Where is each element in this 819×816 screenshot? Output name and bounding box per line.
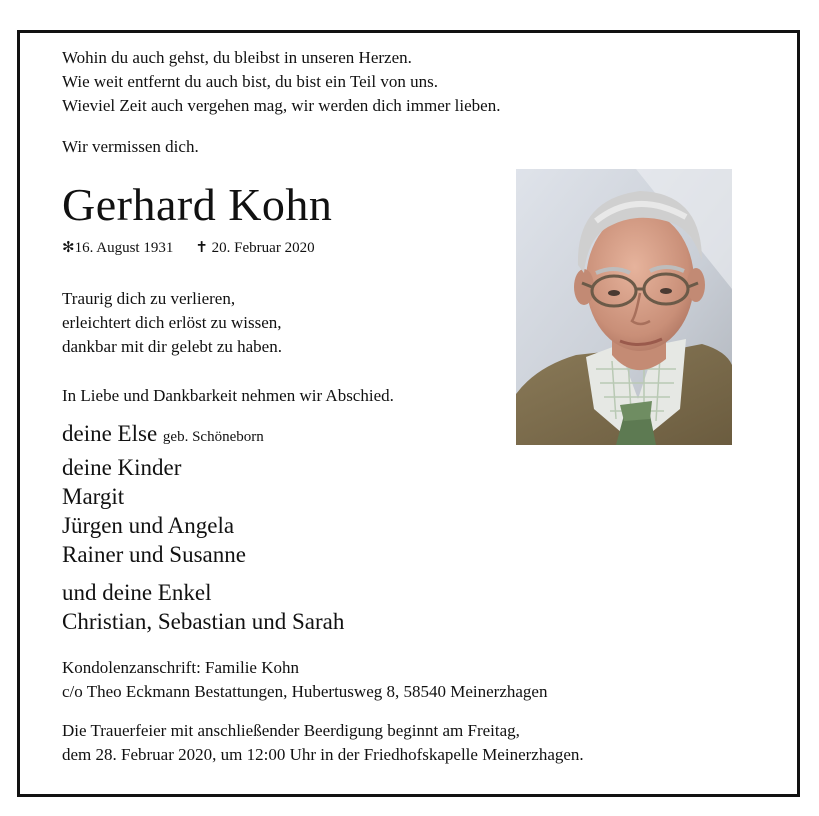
poem-line: Wieviel Zeit auch vergehen mag, wir werden dich immer lieben. (62, 96, 501, 115)
condolence-address (62, 656, 547, 704)
death-date: 20. Februar 2020 (211, 240, 315, 256)
ceremony-line: dem 28. Februar 2020, um 12:00 Uhr in der Friedhofskapelle Meinerzhagen. (62, 745, 584, 764)
portrait-photo (516, 169, 732, 445)
poem-line: Wie weit entfernt du auch bist, du bist ein Teil von uns. (62, 72, 438, 91)
children-heading: deine Kinder (62, 455, 182, 480)
child-entry: Rainer und Susanne (62, 542, 246, 567)
grandchildren-names: Christian, Sebastian und Sarah (62, 609, 345, 634)
deceased-name: Gerhard Kohn (62, 179, 333, 230)
poem (62, 46, 500, 118)
spouse-maiden-name: geb. Schöneborn (162, 429, 264, 445)
ceremony-notice (62, 719, 584, 767)
birth-star-icon: ✻ (62, 240, 75, 256)
condolence-line: c/o Theo Eckmann Bestattungen, Hubertusweg 8, 58540 Meinerzhagen (62, 682, 548, 701)
child-entry: Margit (62, 484, 125, 509)
verse-line: dankbar mit dir gelebt zu haben. (62, 337, 282, 356)
verse-line: erleichtert dich erlöst zu wissen, (62, 313, 282, 332)
miss-line: Wir vermissen dich. (62, 137, 199, 156)
life-dates (62, 238, 315, 257)
ceremony-line: Die Trauerfeier mit anschließender Beerdigung beginnt am Freitag, (62, 721, 520, 740)
farewell-line: In Liebe und Dankbarkeit nehmen wir Abschied. (62, 386, 394, 405)
grandchildren-heading: und deine Enkel (62, 580, 212, 605)
children-block (62, 453, 246, 569)
spouse-line (62, 419, 264, 448)
poem-line: Wohin du auch gehst, du bleibst in unseren Herzen. (62, 48, 412, 67)
spouse-name: deine Else (62, 421, 158, 446)
verse-line: Traurig dich zu verlieren, (62, 289, 236, 308)
death-cross-icon: ✝ (195, 240, 208, 256)
grandchildren-block (62, 578, 344, 636)
birth-date: 16. August 1931 (74, 240, 174, 256)
child-entry: Jürgen und Angela (62, 513, 235, 538)
condolence-line: Kondolenzanschrift: Familie Kohn (62, 658, 300, 677)
verse (62, 287, 282, 359)
